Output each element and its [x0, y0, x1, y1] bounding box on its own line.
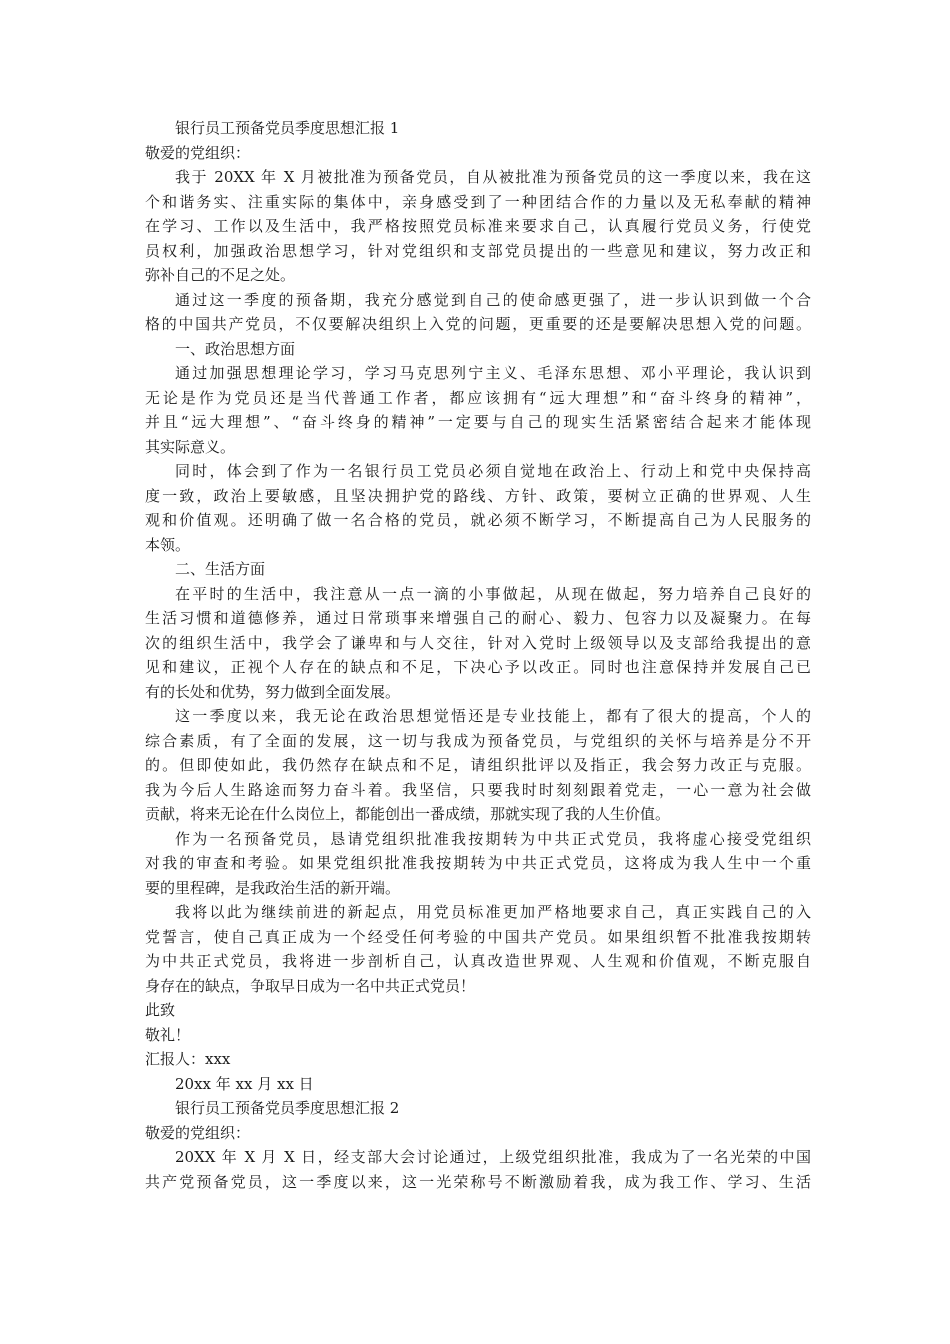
document-page [145, 116, 811, 1194]
text-line: 此致 [145, 1001, 176, 1019]
paragraph-line: 党誓言，使自己真正成为一个经受任何考验的中国共产党员。如果组织暂不批准我按期转 [145, 927, 811, 946]
paragraph-line: 身存在的缺点，争取早日成为一名中共正式党员！ [145, 976, 476, 995]
paragraph-line: 综合素质，有了全面的发展，这一切与我成为预备党员，与党组织的关怀与培养是分不开 [145, 731, 811, 750]
paragraph-line: 在学习、工作以及生活中，我严格按照党员标准来要求自己，认真履行党员义务，行使党 [145, 217, 811, 235]
paragraph-line: 次的组织生活中，我学会了谦卑和与人交往，针对入党时上级领导以及支部给我提出的意 [145, 633, 811, 652]
paragraph-line: 20XX 年 X 月 X 日，经支部大会讨论通过，上级党组织批准，我成为了一名光荣的中国 [175, 1148, 811, 1166]
paragraph-line: 格的中国共产党员，不仅要解决组织上入党的问题，更重要的还是要解决思想入党的问题。 [145, 315, 811, 333]
document-title: 银行员工预备党员季度思想汇报 1 [175, 119, 400, 137]
paragraph-line: 贡献，将来无论在什么岗位上，都能创出一番成绩，那就实现了我的人生价值。 [145, 805, 671, 823]
text-line: 敬礼！ [145, 1025, 191, 1044]
text-line: 汇报人：xxx [145, 1050, 231, 1068]
paragraph-line: 我将以此为继续前进的新起点，用党员标准更加严格地要求自己，真正实践自己的入 [175, 903, 811, 921]
paragraph-line: 同时，体会到了作为一名银行员工党员必须自觉地在政治上、行动上和党中央保持高 [175, 462, 811, 480]
paragraph-line: 要的里程碑，是我政治生活的新开端。 [145, 878, 401, 897]
document-title: 银行员工预备党员季度思想汇报 2 [175, 1099, 400, 1117]
paragraph-line: 共产党预备党员，这一季度以来，这一光荣称号不断激励着我，成为我工作、学习、生活 [145, 1172, 811, 1191]
paragraph-line: 的。但即使如此，我仍然存在缺点和不足，请组织批评以及指正，我会努力改正与克服。 [145, 756, 811, 774]
paragraph-line: 员权利，加强政治思想学习，针对党组织和支部党员提出的一些意见和建议，努力改正和 [145, 241, 811, 260]
section-heading: 20xx 年 xx 月 xx 日 [175, 1074, 314, 1093]
paragraph-line: 为中共正式党员，我将进一步剖析自己，认真改造世界观、人生观和价值观，不断克服自 [145, 952, 811, 970]
paragraph-line: 通过这一季度的预备期，我充分感觉到自己的使命感更强了，进一步认识到做一个合 [175, 290, 811, 309]
paragraph-line: 观和价值观。还明确了做一名合格的党员，就必须不断学习，不断提高自己为人民服务的 [145, 511, 811, 529]
paragraph-line: 对我的审查和考验。如果党组织批准我按期转为中共正式党员，这将成为我人生中一个重 [145, 854, 811, 872]
paragraph-line: 其实际意义。 [145, 437, 236, 456]
paragraph-line: 我为今后人生路途而努力奋斗着。我坚信，只要我时时刻刻跟着党走，一心一意为社会做 [145, 780, 811, 799]
paragraph-line: 并且“远大理想”、“奋斗终身的精神”一定要与自己的现实生活紧密结合起来才能体现 [145, 413, 811, 431]
paragraph-line: 度一致，政治上要敏感，且坚决拥护党的路线、方针、政策，要树立正确的世界观、人生 [145, 486, 811, 505]
paragraph-line: 有的长处和优势，努力做到全面发展。 [145, 682, 401, 701]
paragraph-line: 通过加强思想理论学习，学习马克思列宁主义、毛泽东思想、邓小平理论，我认识到 [175, 364, 811, 382]
section-heading: 二、生活方面 [175, 560, 266, 578]
text-line: 敬爱的党组织： [145, 1123, 251, 1142]
paragraph-line: 在平时的生活中，我注意从一点一滴的小事做起，从现在做起，努力培养自己良好的 [175, 584, 811, 603]
paragraph-line: 见和建议，正视个人存在的缺点和不足，下决心予以改正。同时也注意保持并发展自己已 [145, 658, 811, 676]
paragraph-line: 我于 20XX 年 X 月被批准为预备党员，自从被批准为预备党员的这一季度以来，我在这 [175, 168, 811, 186]
paragraph-line: 这一季度以来，我无论在政治思想觉悟还是专业技能上，都有了很大的提高，个人的 [175, 707, 811, 725]
section-heading: 一、政治思想方面 [175, 339, 296, 358]
paragraph-line: 本领。 [145, 535, 191, 554]
paragraph-line: 个和谐务实、注重实际的集体中，亲身感受到了一种团结合作的力量以及无私奉献的精神 [145, 192, 811, 211]
paragraph-line: 无论是作为党员还是当代普通工作者，都应该拥有“远大理想”和“奋斗终身的精神”， [145, 388, 811, 407]
text-line: 敬爱的党组织： [145, 143, 251, 162]
paragraph-line: 生活习惯和道德修养，通过日常琐事来增强自己的耐心、毅力、包容力以及凝聚力。在每 [145, 609, 811, 627]
paragraph-line: 弥补自己的不足之处。 [145, 266, 296, 284]
paragraph-line: 作为一名预备党员，恳请党组织批准我按期转为中共正式党员，我将虚心接受党组织 [175, 829, 811, 848]
